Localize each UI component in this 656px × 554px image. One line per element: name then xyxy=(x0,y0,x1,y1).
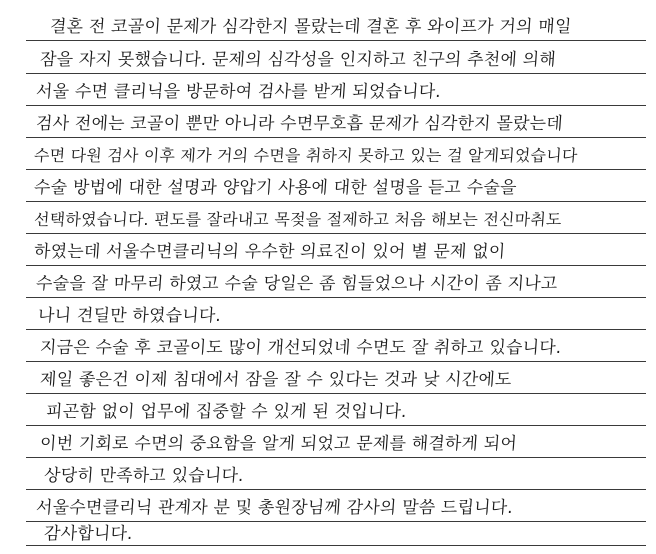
letter-line: 잠을 자지 못했습니다. 문제의 심각성을 인지하고 친구의 추천에 의해 xyxy=(39,50,557,70)
ruled-line xyxy=(26,329,646,330)
letter-line: 감사합니다. xyxy=(43,524,134,544)
letter-line: 서울 수면 클리닉을 방문하여 검사를 받게 되었습니다. xyxy=(35,82,442,102)
ruled-line xyxy=(26,137,646,138)
ruled-line xyxy=(26,425,646,426)
ruled-line xyxy=(26,489,646,490)
ruled-line xyxy=(26,521,646,522)
ruled-line xyxy=(26,105,646,106)
ruled-line xyxy=(26,265,646,266)
ruled-line xyxy=(26,393,646,394)
ruled-line xyxy=(26,73,646,74)
letter-line: 결혼 전 코골이 문제가 심각한지 몰랐는데 결혼 후 와이프가 거의 매일 xyxy=(49,17,573,37)
ruled-line xyxy=(26,545,646,546)
letter-line: 피곤함 없이 업무에 집중할 수 있게 된 것입니다. xyxy=(45,402,408,422)
ruled-line xyxy=(26,457,646,458)
letter-line: 상당히 만족하고 있습니다. xyxy=(43,466,245,486)
ruled-line xyxy=(26,361,646,362)
letter-line: 지금은 수술 후 코골이도 많이 개선되었네 수면도 잘 취하고 있습니다. xyxy=(39,338,563,358)
letter-line: 하였는데 서울수면클리닉의 우수한 의료진이 있어 별 문제 없이 xyxy=(33,242,507,262)
ruled-line xyxy=(26,233,646,234)
letter-line: 수면 다원 검사 이후 제가 거의 수면을 취하지 못하고 있는 걸 알게되었습니다 xyxy=(33,146,579,165)
letter-line: 나니 견딜만 하였습니다. xyxy=(37,306,222,326)
letter-line: 서울수면클리닉 관계자 분 및 총원장님께 감사의 말씀 드립니다. xyxy=(35,498,514,518)
letter-line: 이번 기회로 수면의 중요함을 알게 되었고 문제를 해결하게 되어 xyxy=(39,434,518,454)
letter-line: 수술을 잘 마무리 하였고 수술 당일은 좀 힘들었으나 시간이 좀 지나고 xyxy=(35,274,559,294)
ruled-line xyxy=(26,40,646,41)
letter-line: 검사 전에는 코골이 뿐만 아니라 수면무호흡 문제가 심각한지 몰랐는데 xyxy=(35,114,564,134)
ruled-line xyxy=(26,297,646,298)
ruled-line xyxy=(26,169,646,170)
ruled-line xyxy=(26,201,646,202)
letter-line: 제일 좋은건 이제 침대에서 잠을 잘 수 있다는 것과 낮 시간에도 xyxy=(39,370,513,390)
letter-line: 선택하였습니다. 편도를 잘라내고 목젖을 절제하고 처음 해보는 전신마취도 xyxy=(33,210,563,229)
letter-line: 수술 방법에 대한 설명과 양압기 사용에 대한 설명을 듣고 수술을 xyxy=(33,178,518,198)
